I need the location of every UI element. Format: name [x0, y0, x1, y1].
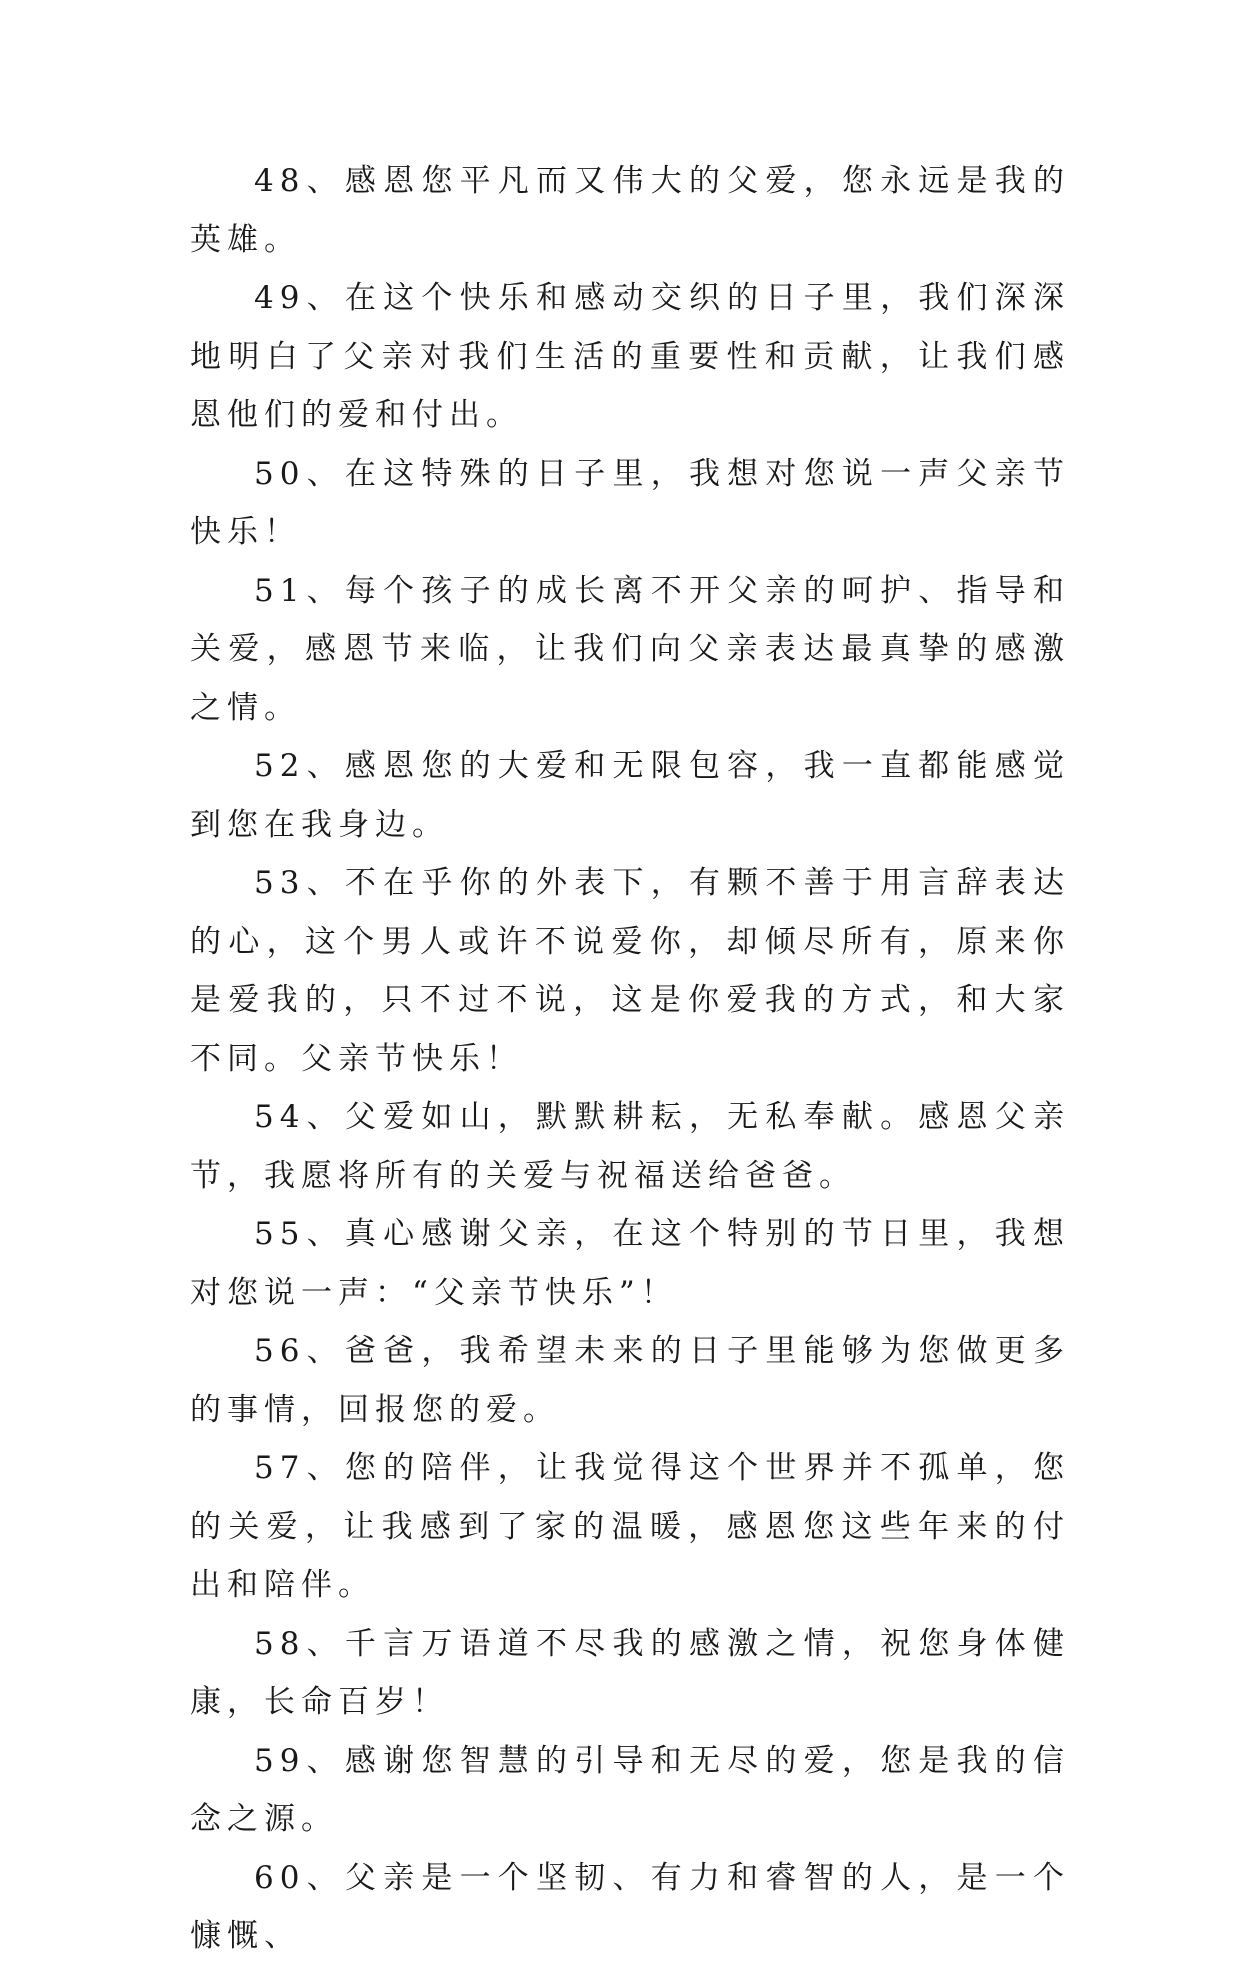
paragraph-48: 48、感恩您平凡而又伟大的父爱，您永远是我的英雄。 [190, 163, 1070, 258]
paragraph-51: 51、每个孩子的成长离不开父亲的呵护、指导和关爱，感恩节来临，让我们向父亲表达最真挚的感激之情。 [190, 572, 1070, 726]
paragraph-52: 52、感恩您的大爱和无限包容，我一直都能感觉到您在我身边。 [190, 748, 1070, 843]
paragraph-57: 57、您的陪伴，让我觉得这个世界并不孤单，您的关爱，让我感到了家的温暖，感恩您这些年来的付出和陪伴。 [190, 1450, 1070, 1603]
paragraph-59: 59、感谢您智慧的引导和无尽的爱，您是我的信念之源。 [190, 1742, 1070, 1837]
document-body [190, 152, 1070, 1966]
paragraph-56: 56、爸爸，我希望未来的日子里能够为您做更多的事情，回报您的爱。 [190, 1333, 1070, 1428]
paragraph-60: 60、父亲是一个坚韧、有力和睿智的人，是一个慷慨、 [190, 1859, 1070, 1954]
paragraph-50: 50、在这特殊的日子里，我想对您说一声父亲节快乐！ [190, 455, 1070, 550]
paragraph-49: 49、在这个快乐和感动交织的日子里，我们深深地明白了父亲对我们生活的重要性和贡献，让我们感恩他们的爱和付出。 [190, 280, 1070, 433]
paragraph-54: 54、父爱如山，默默耕耘，无私奉献。感恩父亲节，我愿将所有的关爱与祝福送给爸爸。 [190, 1099, 1070, 1194]
paragraph-53: 53、不在乎你的外表下，有颗不善于用言辞表达的心，这个男人或许不说爱你，却倾尽所有，原来你是爱我的，只不过不说，这是你爱我的方式，和大家不同。父亲节快乐！ [190, 865, 1070, 1077]
paragraph-58: 58、千言万语道不尽我的感激之情，祝您身体健康，长命百岁！ [190, 1625, 1070, 1720]
paragraph-55: 55、真心感谢父亲，在这个特别的节日里，我想对您说一声：“父亲节快乐”！ [190, 1216, 1070, 1311]
